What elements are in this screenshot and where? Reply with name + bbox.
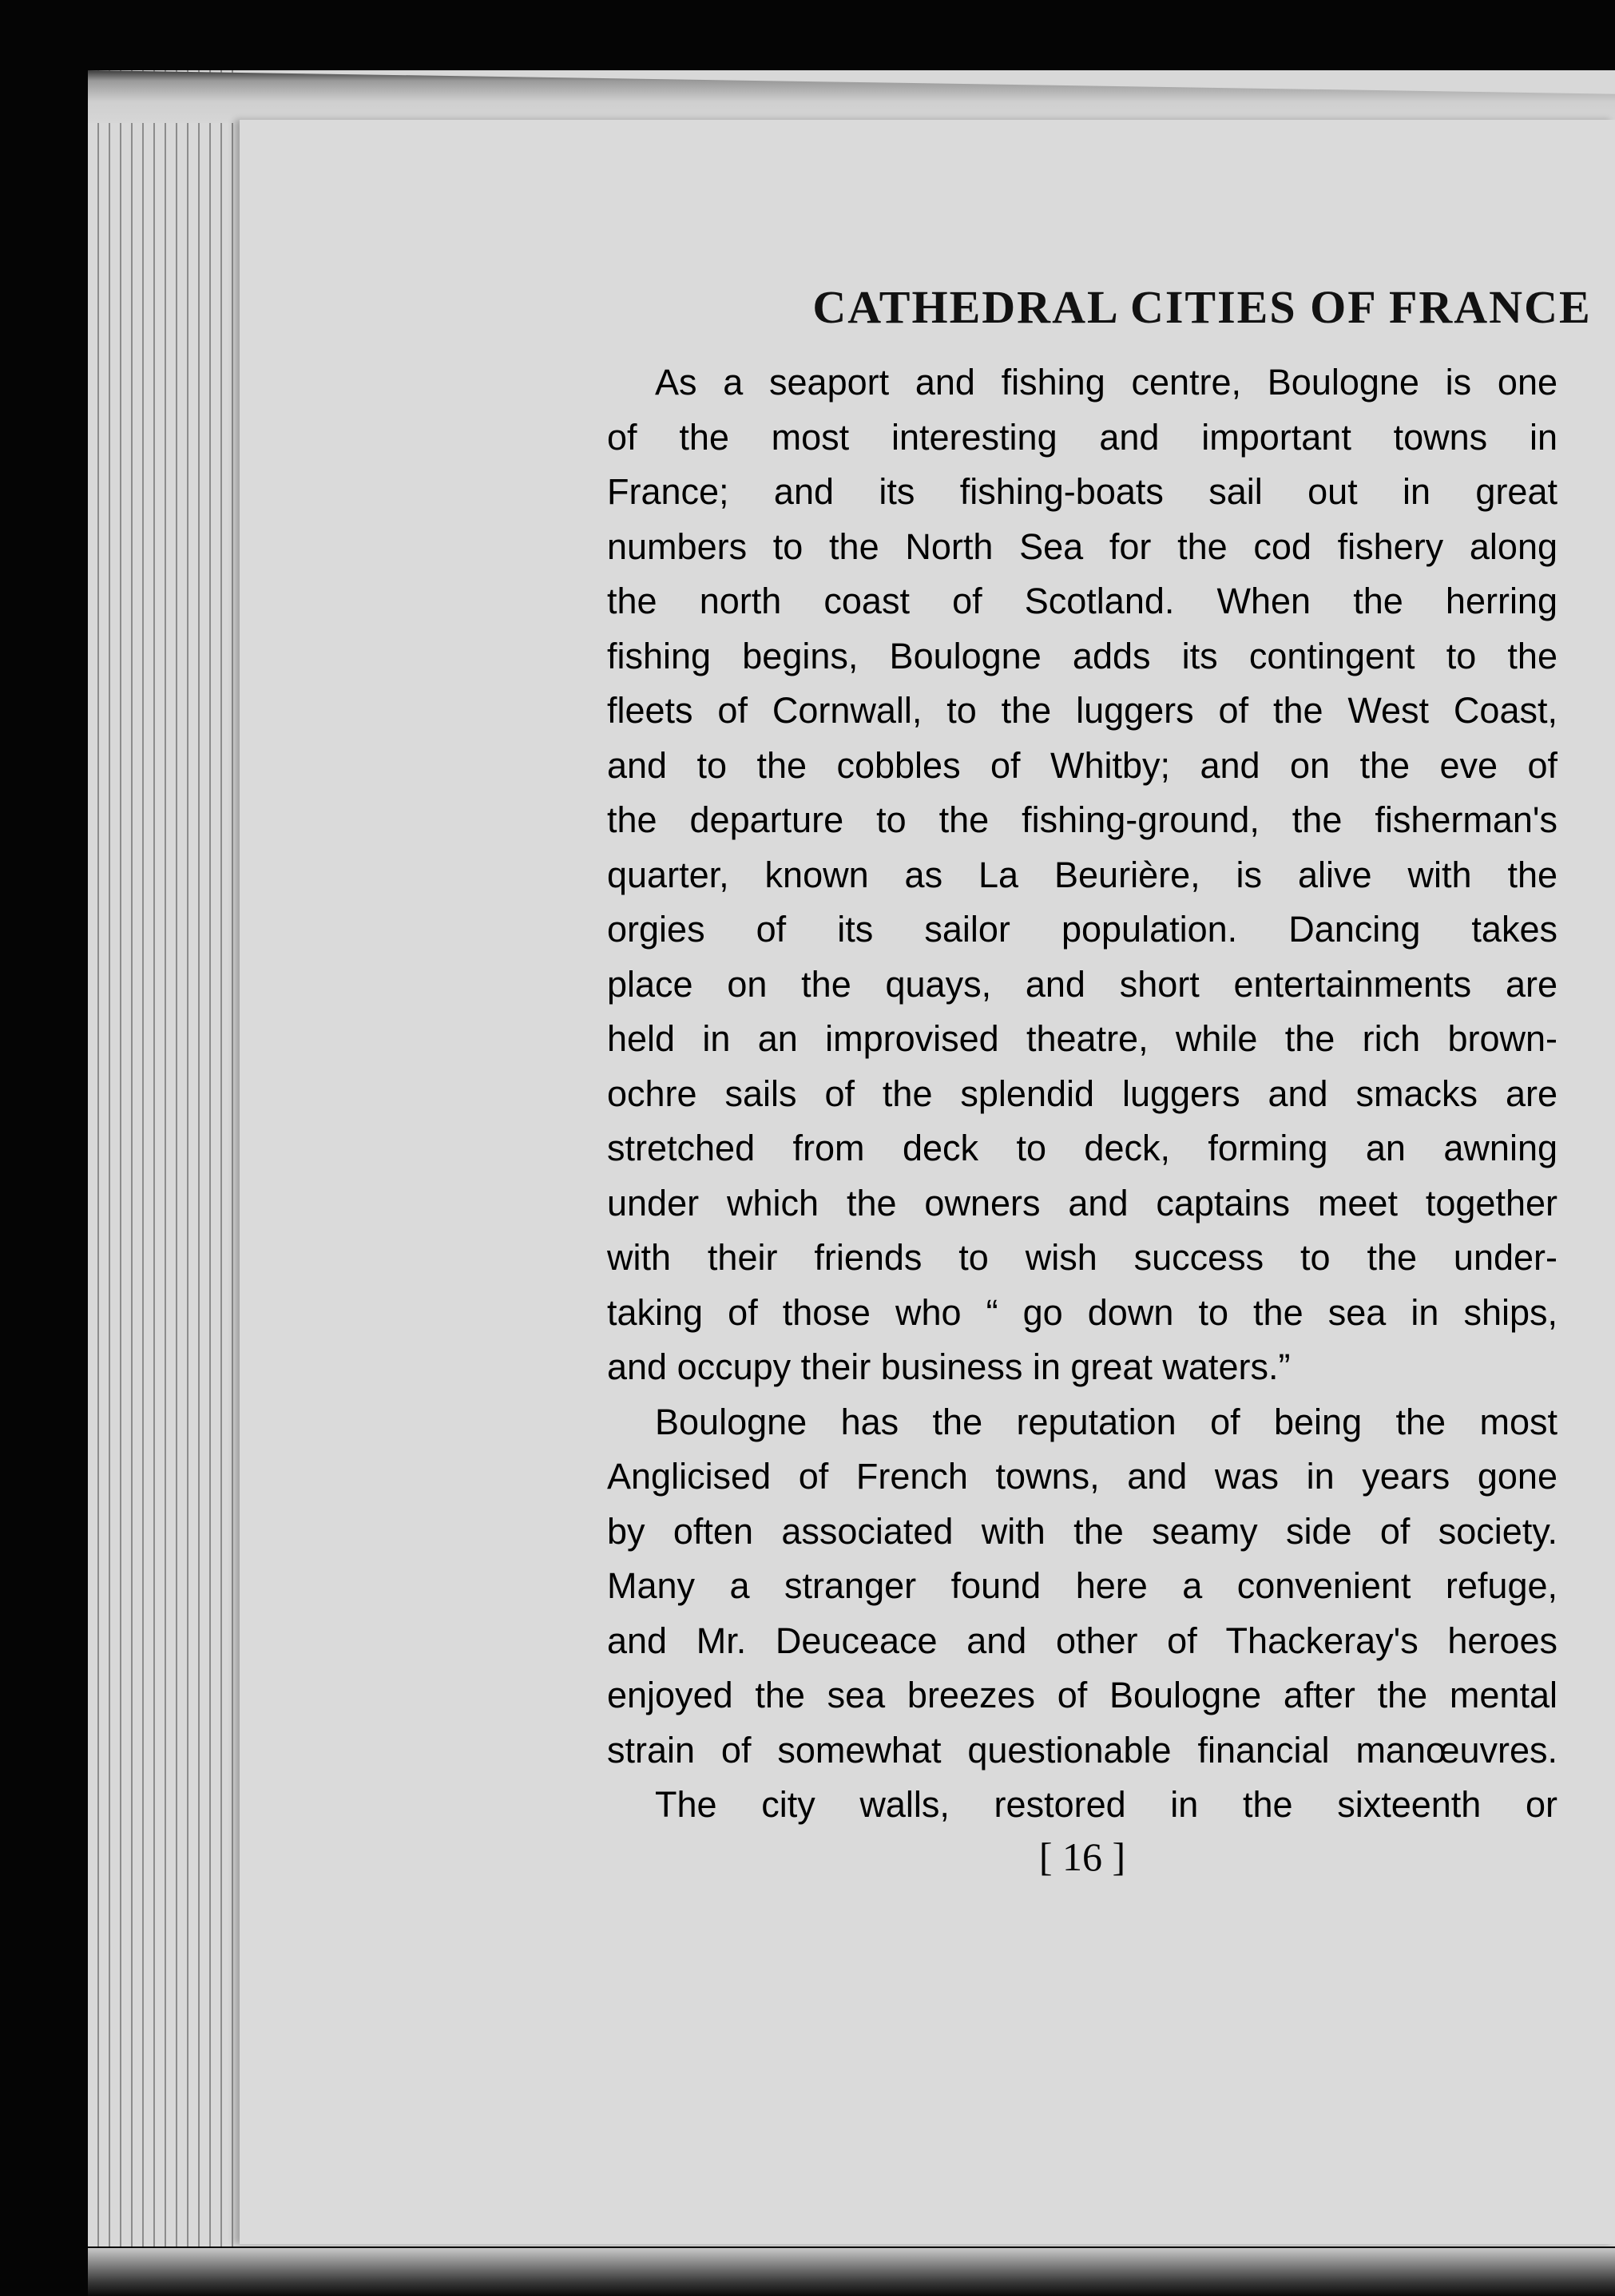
body-text — [607, 355, 1557, 1833]
text-line: As a seaport and fishing centre, Boulogne is one — [655, 362, 1557, 402]
text-line: fleets of Cornwall, to the luggers of the West Coast, — [607, 690, 1557, 731]
text-line: and Mr. Deuceace and other of Thackeray's heroes — [607, 1620, 1557, 1661]
text-line: orgies of its sailor population. Dancing takes — [607, 909, 1557, 950]
text-line: numbers to the North Sea for the cod fishery along — [607, 525, 1557, 567]
text-line: fishing begins, Boulogne adds its contingent to the — [607, 635, 1557, 676]
text-line: place on the quays, and short entertainments are — [607, 963, 1557, 1005]
text-line: Boulogne has the reputation of being the most — [655, 1401, 1557, 1442]
text-line: Anglicised of French towns, and was in years gone — [607, 1456, 1557, 1497]
text-line: The city walls, restored in the sixteenth or — [655, 1784, 1557, 1825]
page-number: [ 16 ] — [1038, 1834, 1126, 1879]
text-line: Many a stranger found here a convenient refuge, — [607, 1565, 1557, 1606]
text-line: France; and its fishing-boats sail out in great — [607, 471, 1557, 512]
running-head: CATHEDRAL CITIES OF FRANCE — [812, 281, 1592, 333]
text-line: with their friends to wish success to the under- — [607, 1237, 1557, 1278]
text-line: under which the owners and captains meet together — [607, 1182, 1557, 1223]
text-line: by often associated with the seamy side of society. — [607, 1510, 1557, 1552]
text-line: held in an improvised theatre, while the rich brown- — [607, 1018, 1557, 1059]
text-line: taking of those who “ go down to the sea in ships, — [607, 1291, 1557, 1333]
text-line: and to the cobbles of Whitby; and on the eve of — [607, 744, 1557, 786]
text-line: the north coast of Scotland. When the herring — [607, 581, 1557, 621]
text-line: strain of somewhat questionable financial manœuvres. — [607, 1729, 1557, 1771]
text-line: of the most interesting and important towns in — [607, 416, 1557, 458]
bottom-shadow — [88, 2248, 1615, 2296]
text-line: enjoyed the sea breezes of Boulogne after the mental — [607, 1675, 1557, 1715]
text-line: quarter, known as La Beurière, is alive with the — [607, 854, 1557, 895]
text-line: and occupy their business in great waters.” — [607, 1346, 1291, 1387]
text-line: the departure to the fishing-ground, the fisherman's — [607, 799, 1557, 840]
text-line: stretched from deck to deck, forming an awning — [607, 1128, 1557, 1168]
text-line: ochre sails of the splendid luggers and smacks are — [607, 1073, 1557, 1114]
